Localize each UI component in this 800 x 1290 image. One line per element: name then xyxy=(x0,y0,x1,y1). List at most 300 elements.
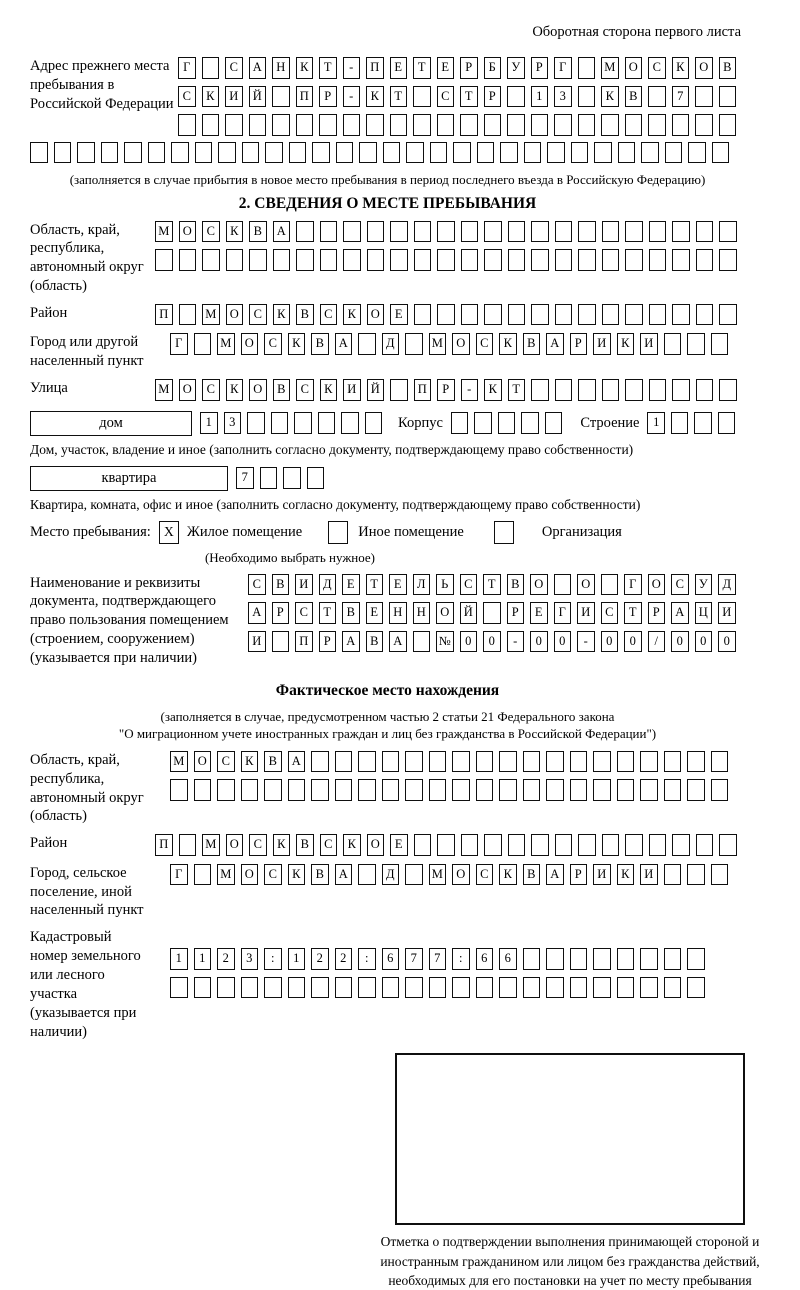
street-row[interactable] xyxy=(155,379,737,401)
char-cell[interactable]: М xyxy=(202,834,220,856)
char-cell[interactable] xyxy=(336,142,354,164)
char-cell[interactable]: О xyxy=(226,834,244,856)
char-cell[interactable] xyxy=(671,412,689,434)
char-cell[interactable]: А xyxy=(671,602,689,624)
char-cell[interactable] xyxy=(531,379,549,401)
char-cell[interactable] xyxy=(289,142,307,164)
char-cell[interactable]: О xyxy=(577,574,595,596)
char-cell[interactable] xyxy=(547,142,565,164)
char-cell[interactable] xyxy=(601,114,619,136)
char-cell[interactable]: С xyxy=(248,574,266,596)
char-cell[interactable]: В xyxy=(272,574,290,596)
char-cell[interactable] xyxy=(452,977,470,999)
char-cell[interactable]: К xyxy=(601,86,619,108)
char-cell[interactable]: О xyxy=(179,379,197,401)
char-cell[interactable]: И xyxy=(640,333,658,355)
char-cell[interactable] xyxy=(578,249,596,271)
char-cell[interactable]: 3 xyxy=(554,86,572,108)
char-cell[interactable]: О xyxy=(530,574,548,596)
char-cell[interactable] xyxy=(202,57,220,79)
char-cell[interactable] xyxy=(649,249,667,271)
char-cell[interactable] xyxy=(296,114,314,136)
apartment-cells[interactable] xyxy=(236,467,324,489)
char-cell[interactable] xyxy=(711,751,729,773)
char-cell[interactable] xyxy=(217,779,235,801)
char-cell[interactable] xyxy=(500,142,518,164)
char-cell[interactable] xyxy=(602,379,620,401)
char-cell[interactable] xyxy=(249,249,267,271)
char-cell[interactable] xyxy=(602,304,620,326)
char-cell[interactable]: К xyxy=(226,379,244,401)
char-cell[interactable] xyxy=(484,249,502,271)
char-cell[interactable]: 0 xyxy=(530,631,548,653)
char-cell[interactable] xyxy=(390,379,408,401)
char-cell[interactable] xyxy=(429,779,447,801)
char-cell[interactable]: И xyxy=(577,602,595,624)
char-cell[interactable] xyxy=(687,751,705,773)
char-cell[interactable] xyxy=(194,977,212,999)
char-cell[interactable] xyxy=(508,221,526,243)
char-cell[interactable] xyxy=(531,249,549,271)
char-cell[interactable]: К xyxy=(226,221,244,243)
char-cell[interactable]: М xyxy=(155,221,173,243)
char-cell[interactable]: Г xyxy=(170,333,188,355)
char-cell[interactable] xyxy=(194,779,212,801)
char-cell[interactable]: 6 xyxy=(382,948,400,970)
char-cell[interactable] xyxy=(618,142,636,164)
char-cell[interactable]: : xyxy=(358,948,376,970)
char-cell[interactable] xyxy=(413,631,431,653)
char-cell[interactable] xyxy=(625,834,643,856)
char-cell[interactable]: В xyxy=(719,57,737,79)
char-cell[interactable] xyxy=(696,221,714,243)
char-cell[interactable]: Н xyxy=(272,57,290,79)
char-cell[interactable]: В xyxy=(523,864,541,886)
char-cell[interactable]: 0 xyxy=(554,631,572,653)
char-cell[interactable]: К xyxy=(320,379,338,401)
checkbox-zhiloe[interactable]: X xyxy=(159,521,179,544)
char-cell[interactable]: А xyxy=(273,221,291,243)
char-cell[interactable]: О xyxy=(436,602,454,624)
char-cell[interactable] xyxy=(54,142,72,164)
char-cell[interactable] xyxy=(719,379,737,401)
char-cell[interactable] xyxy=(413,114,431,136)
char-cell[interactable]: Р xyxy=(570,864,588,886)
char-cell[interactable] xyxy=(319,114,337,136)
char-cell[interactable]: К xyxy=(202,86,220,108)
char-cell[interactable] xyxy=(320,249,338,271)
char-cell[interactable] xyxy=(414,834,432,856)
char-cell[interactable]: В xyxy=(249,221,267,243)
char-cell[interactable] xyxy=(358,333,376,355)
char-cell[interactable]: П xyxy=(155,304,173,326)
char-cell[interactable] xyxy=(452,779,470,801)
char-cell[interactable]: К xyxy=(343,304,361,326)
char-cell[interactable] xyxy=(178,114,196,136)
char-cell[interactable]: О xyxy=(241,333,259,355)
char-cell[interactable]: О xyxy=(194,751,212,773)
char-cell[interactable]: К xyxy=(617,864,635,886)
char-cell[interactable]: И xyxy=(248,631,266,653)
char-cell[interactable] xyxy=(260,467,278,489)
char-cell[interactable] xyxy=(476,751,494,773)
char-cell[interactable]: Д xyxy=(319,574,337,596)
char-cell[interactable]: Й xyxy=(249,86,267,108)
char-cell[interactable]: С xyxy=(249,304,267,326)
char-cell[interactable] xyxy=(640,948,658,970)
char-cell[interactable]: 2 xyxy=(335,948,353,970)
char-cell[interactable] xyxy=(521,412,539,434)
char-cell[interactable]: Б xyxy=(484,57,502,79)
char-cell[interactable] xyxy=(523,948,541,970)
char-cell[interactable]: Й xyxy=(460,602,478,624)
char-cell[interactable]: - xyxy=(507,631,525,653)
char-cell[interactable] xyxy=(460,114,478,136)
actual-region-row-1[interactable] xyxy=(170,751,728,773)
char-cell[interactable] xyxy=(719,221,737,243)
char-cell[interactable]: - xyxy=(343,86,361,108)
char-cell[interactable]: В xyxy=(625,86,643,108)
char-cell[interactable] xyxy=(390,221,408,243)
char-cell[interactable]: - xyxy=(343,57,361,79)
char-cell[interactable] xyxy=(272,114,290,136)
char-cell[interactable]: У xyxy=(507,57,525,79)
char-cell[interactable]: 3 xyxy=(224,412,242,434)
char-cell[interactable]: 0 xyxy=(601,631,619,653)
char-cell[interactable] xyxy=(217,977,235,999)
char-cell[interactable] xyxy=(523,751,541,773)
char-cell[interactable] xyxy=(696,834,714,856)
char-cell[interactable]: 2 xyxy=(311,948,329,970)
char-cell[interactable] xyxy=(414,304,432,326)
char-cell[interactable] xyxy=(477,142,495,164)
char-cell[interactable] xyxy=(430,142,448,164)
char-cell[interactable] xyxy=(508,249,526,271)
char-cell[interactable] xyxy=(437,304,455,326)
char-cell[interactable] xyxy=(451,412,469,434)
char-cell[interactable] xyxy=(170,779,188,801)
char-cell[interactable] xyxy=(664,864,682,886)
char-cell[interactable] xyxy=(343,221,361,243)
char-cell[interactable] xyxy=(241,779,259,801)
char-cell[interactable] xyxy=(343,249,361,271)
char-cell[interactable] xyxy=(283,467,301,489)
char-cell[interactable]: Р xyxy=(531,57,549,79)
char-cell[interactable] xyxy=(499,977,517,999)
char-cell[interactable] xyxy=(242,142,260,164)
char-cell[interactable] xyxy=(148,142,166,164)
char-cell[interactable] xyxy=(664,948,682,970)
char-cell[interactable] xyxy=(194,864,212,886)
char-cell[interactable] xyxy=(625,304,643,326)
char-cell[interactable] xyxy=(640,779,658,801)
char-cell[interactable] xyxy=(413,86,431,108)
char-cell[interactable] xyxy=(288,977,306,999)
char-cell[interactable] xyxy=(571,142,589,164)
char-cell[interactable] xyxy=(264,779,282,801)
char-cell[interactable] xyxy=(452,751,470,773)
char-cell[interactable] xyxy=(382,751,400,773)
char-cell[interactable] xyxy=(461,304,479,326)
char-cell[interactable] xyxy=(546,779,564,801)
char-cell[interactable]: О xyxy=(452,333,470,355)
char-cell[interactable]: Р xyxy=(507,602,525,624)
char-cell[interactable]: К xyxy=(499,864,517,886)
char-cell[interactable] xyxy=(366,114,384,136)
char-cell[interactable]: В xyxy=(311,333,329,355)
char-cell[interactable]: В xyxy=(264,751,282,773)
char-cell[interactable] xyxy=(382,977,400,999)
city-row[interactable] xyxy=(170,333,728,355)
char-cell[interactable]: Д xyxy=(718,574,736,596)
char-cell[interactable] xyxy=(271,412,289,434)
char-cell[interactable]: В xyxy=(296,304,314,326)
char-cell[interactable] xyxy=(531,304,549,326)
char-cell[interactable] xyxy=(312,142,330,164)
char-cell[interactable]: 1 xyxy=(288,948,306,970)
char-cell[interactable]: О xyxy=(179,221,197,243)
char-cell[interactable] xyxy=(155,249,173,271)
char-cell[interactable]: П xyxy=(155,834,173,856)
char-cell[interactable] xyxy=(672,249,690,271)
char-cell[interactable] xyxy=(531,114,549,136)
char-cell[interactable]: С xyxy=(178,86,196,108)
char-cell[interactable]: М xyxy=(429,333,447,355)
char-cell[interactable] xyxy=(367,249,385,271)
actual-district-row[interactable] xyxy=(155,834,737,856)
char-cell[interactable] xyxy=(358,864,376,886)
char-cell[interactable] xyxy=(437,114,455,136)
char-cell[interactable] xyxy=(311,977,329,999)
actual-region-row-2[interactable] xyxy=(170,779,728,801)
char-cell[interactable] xyxy=(429,977,447,999)
char-cell[interactable] xyxy=(405,977,423,999)
char-cell[interactable] xyxy=(555,221,573,243)
char-cell[interactable] xyxy=(665,142,683,164)
char-cell[interactable] xyxy=(593,751,611,773)
char-cell[interactable]: Е xyxy=(390,834,408,856)
char-cell[interactable]: Г xyxy=(178,57,196,79)
char-cell[interactable]: С xyxy=(202,221,220,243)
char-cell[interactable]: К xyxy=(672,57,690,79)
house-cells[interactable] xyxy=(200,412,382,434)
char-cell[interactable]: С xyxy=(460,574,478,596)
char-cell[interactable] xyxy=(578,57,596,79)
char-cell[interactable] xyxy=(617,751,635,773)
char-cell[interactable]: С xyxy=(648,57,666,79)
char-cell[interactable]: Д xyxy=(382,864,400,886)
char-cell[interactable] xyxy=(358,779,376,801)
char-cell[interactable]: Й xyxy=(367,379,385,401)
char-cell[interactable] xyxy=(593,948,611,970)
char-cell[interactable]: Р xyxy=(319,86,337,108)
char-cell[interactable] xyxy=(484,304,502,326)
char-cell[interactable] xyxy=(648,114,666,136)
char-cell[interactable] xyxy=(247,412,265,434)
char-cell[interactable]: С xyxy=(320,304,338,326)
char-cell[interactable]: К xyxy=(366,86,384,108)
char-cell[interactable] xyxy=(307,467,325,489)
char-cell[interactable]: С xyxy=(264,864,282,886)
char-cell[interactable]: С xyxy=(476,333,494,355)
char-cell[interactable]: М xyxy=(429,864,447,886)
char-cell[interactable]: : xyxy=(452,948,470,970)
char-cell[interactable]: К xyxy=(273,304,291,326)
checkbox-inoe[interactable] xyxy=(328,521,348,544)
char-cell[interactable] xyxy=(507,114,525,136)
char-cell[interactable]: В xyxy=(507,574,525,596)
char-cell[interactable]: К xyxy=(617,333,635,355)
char-cell[interactable] xyxy=(672,114,690,136)
char-cell[interactable]: И xyxy=(593,864,611,886)
char-cell[interactable]: С xyxy=(249,834,267,856)
char-cell[interactable] xyxy=(296,249,314,271)
char-cell[interactable] xyxy=(555,249,573,271)
char-cell[interactable]: А xyxy=(546,864,564,886)
char-cell[interactable] xyxy=(124,142,142,164)
char-cell[interactable] xyxy=(719,114,737,136)
char-cell[interactable] xyxy=(523,779,541,801)
char-cell[interactable]: - xyxy=(577,631,595,653)
char-cell[interactable] xyxy=(593,779,611,801)
char-cell[interactable]: К xyxy=(343,834,361,856)
district-row[interactable] xyxy=(155,304,737,326)
char-cell[interactable]: Р xyxy=(460,57,478,79)
char-cell[interactable]: 1 xyxy=(200,412,218,434)
char-cell[interactable]: О xyxy=(695,57,713,79)
char-cell[interactable] xyxy=(664,779,682,801)
char-cell[interactable]: С xyxy=(437,86,455,108)
char-cell[interactable]: К xyxy=(499,333,517,355)
char-cell[interactable] xyxy=(429,751,447,773)
char-cell[interactable] xyxy=(625,221,643,243)
char-cell[interactable] xyxy=(341,412,359,434)
char-cell[interactable] xyxy=(390,249,408,271)
char-cell[interactable] xyxy=(617,779,635,801)
char-cell[interactable] xyxy=(672,379,690,401)
char-cell[interactable] xyxy=(273,249,291,271)
char-cell[interactable] xyxy=(499,779,517,801)
char-cell[interactable]: Р xyxy=(484,86,502,108)
char-cell[interactable]: - xyxy=(461,379,479,401)
char-cell[interactable] xyxy=(617,948,635,970)
prev-address-row-1[interactable] xyxy=(178,57,736,79)
char-cell[interactable]: О xyxy=(648,574,666,596)
char-cell[interactable]: 1 xyxy=(531,86,549,108)
char-cell[interactable] xyxy=(437,221,455,243)
char-cell[interactable] xyxy=(718,412,736,434)
char-cell[interactable] xyxy=(320,221,338,243)
char-cell[interactable] xyxy=(649,834,667,856)
char-cell[interactable]: Е xyxy=(437,57,455,79)
char-cell[interactable] xyxy=(694,412,712,434)
char-cell[interactable] xyxy=(179,249,197,271)
char-cell[interactable]: С xyxy=(295,602,313,624)
char-cell[interactable] xyxy=(476,779,494,801)
char-cell[interactable]: С xyxy=(671,574,689,596)
char-cell[interactable]: Н xyxy=(413,602,431,624)
char-cell[interactable] xyxy=(602,221,620,243)
char-cell[interactable]: Т xyxy=(390,86,408,108)
char-cell[interactable]: № xyxy=(436,631,454,653)
char-cell[interactable]: Е xyxy=(389,574,407,596)
char-cell[interactable] xyxy=(711,864,729,886)
char-cell[interactable]: Р xyxy=(648,602,666,624)
char-cell[interactable]: П xyxy=(296,86,314,108)
char-cell[interactable]: Е xyxy=(366,602,384,624)
char-cell[interactable] xyxy=(171,142,189,164)
char-cell[interactable] xyxy=(672,221,690,243)
char-cell[interactable]: В xyxy=(342,602,360,624)
char-cell[interactable]: И xyxy=(343,379,361,401)
char-cell[interactable] xyxy=(593,977,611,999)
char-cell[interactable] xyxy=(218,142,236,164)
document-row-3[interactable] xyxy=(248,631,736,653)
char-cell[interactable]: Ц xyxy=(695,602,713,624)
char-cell[interactable]: С xyxy=(296,379,314,401)
char-cell[interactable] xyxy=(405,751,423,773)
char-cell[interactable] xyxy=(648,86,666,108)
char-cell[interactable] xyxy=(406,142,424,164)
char-cell[interactable]: 7 xyxy=(236,467,254,489)
char-cell[interactable] xyxy=(688,142,706,164)
cadastre-row-1[interactable] xyxy=(170,948,705,970)
char-cell[interactable] xyxy=(687,977,705,999)
char-cell[interactable] xyxy=(601,574,619,596)
char-cell[interactable]: О xyxy=(452,864,470,886)
char-cell[interactable]: В xyxy=(296,834,314,856)
char-cell[interactable] xyxy=(484,834,502,856)
prev-address-row-4[interactable] xyxy=(30,142,745,164)
char-cell[interactable]: У xyxy=(695,574,713,596)
char-cell[interactable]: О xyxy=(249,379,267,401)
char-cell[interactable]: И xyxy=(225,86,243,108)
char-cell[interactable]: В xyxy=(273,379,291,401)
checkbox-organizaciya[interactable] xyxy=(494,521,514,544)
char-cell[interactable] xyxy=(641,142,659,164)
char-cell[interactable]: К xyxy=(288,333,306,355)
char-cell[interactable]: С xyxy=(264,333,282,355)
char-cell[interactable]: М xyxy=(217,864,235,886)
char-cell[interactable]: Д xyxy=(382,333,400,355)
char-cell[interactable] xyxy=(554,114,572,136)
korpus-cells[interactable] xyxy=(451,412,563,434)
char-cell[interactable]: С xyxy=(601,602,619,624)
char-cell[interactable] xyxy=(649,379,667,401)
char-cell[interactable] xyxy=(437,834,455,856)
prev-address-row-3[interactable] xyxy=(178,114,736,136)
char-cell[interactable]: Е xyxy=(342,574,360,596)
char-cell[interactable]: Л xyxy=(413,574,431,596)
prev-address-row-2[interactable] xyxy=(178,86,736,108)
char-cell[interactable]: 7 xyxy=(672,86,690,108)
char-cell[interactable]: А xyxy=(546,333,564,355)
char-cell[interactable] xyxy=(594,142,612,164)
char-cell[interactable] xyxy=(476,977,494,999)
char-cell[interactable] xyxy=(578,114,596,136)
char-cell[interactable]: 0 xyxy=(695,631,713,653)
char-cell[interactable]: О xyxy=(367,304,385,326)
char-cell[interactable] xyxy=(383,142,401,164)
char-cell[interactable] xyxy=(405,864,423,886)
char-cell[interactable] xyxy=(414,221,432,243)
char-cell[interactable]: Т xyxy=(366,574,384,596)
char-cell[interactable] xyxy=(179,304,197,326)
char-cell[interactable] xyxy=(202,249,220,271)
char-cell[interactable] xyxy=(365,412,383,434)
char-cell[interactable] xyxy=(617,977,635,999)
char-cell[interactable] xyxy=(531,221,549,243)
